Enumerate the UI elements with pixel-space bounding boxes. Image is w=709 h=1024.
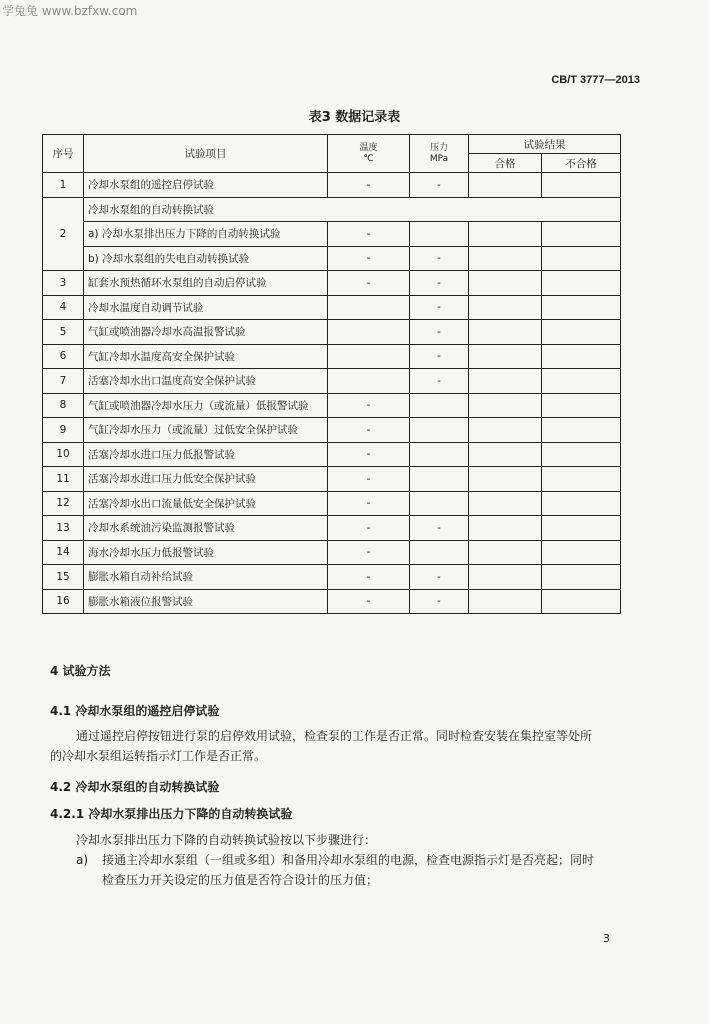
row-temp: - <box>328 222 410 247</box>
row-pressure: - <box>410 516 469 541</box>
table-caption: 表3 数据记录表 <box>308 110 401 125</box>
row-pressure: - <box>410 369 469 394</box>
row-fail <box>542 393 621 418</box>
row-item: 气缸冷却水温度高安全保护试验 <box>84 344 328 369</box>
row-item: a) 冷却水泵排出压力下降的自动转换试验 <box>84 222 328 247</box>
row-pressure: - <box>410 320 469 345</box>
row-pressure <box>410 491 469 516</box>
table-row <box>43 418 621 443</box>
row-temp: - <box>328 442 410 467</box>
row-pressure <box>410 467 469 492</box>
row-fail <box>542 222 621 247</box>
row-pass <box>469 589 542 614</box>
row-pass <box>469 173 542 198</box>
row-fail <box>542 271 621 296</box>
row-no: 8 <box>43 393 84 418</box>
row-pass <box>469 491 542 516</box>
row-pressure <box>410 222 469 247</box>
row-pass <box>469 565 542 590</box>
step-a-line-1: 接通主冷却水泵组（一组或多组）和备用冷却水泵组的电源，检查电源指示灯是否亮起；同时 <box>102 853 595 867</box>
row-fail <box>542 565 621 590</box>
row-item: 膨胀水箱液位报警试验 <box>84 589 328 614</box>
row-no: 3 <box>43 271 84 296</box>
watermark: 学兔兔 www.bzfxw.com <box>2 4 138 18</box>
row-pressure: - <box>410 246 469 271</box>
row-item: 膨胀水箱自动补给试验 <box>84 565 328 590</box>
table-row <box>43 467 621 492</box>
section-4-2-1-heading: 4.2.1 冷却水泵排出压力下降的自动转换试验 <box>50 807 293 821</box>
row-pass <box>469 320 542 345</box>
row-item: 活塞冷却水进口压力低报警试验 <box>84 442 328 467</box>
header-pass: 合格 <box>469 154 542 173</box>
row-item: 缸套水预热循环水泵组的自动启停试验 <box>84 271 328 296</box>
table-row <box>43 320 621 345</box>
row-fail <box>542 540 621 565</box>
row-no: 1 <box>43 173 84 198</box>
section-4-1-line-1: 通过遥控启停按钮进行泵的启停效用试验，检查泵的工作是否正常。同时检查安装在集控室等处所 <box>76 729 593 743</box>
row-pressure <box>410 418 469 443</box>
section-4-heading: 4 试验方法 <box>50 664 111 678</box>
row-no: 15 <box>43 565 84 590</box>
header-pressure <box>410 135 469 173</box>
row-item: 活塞冷却水出口流量低安全保护试验 <box>84 491 328 516</box>
table-row <box>43 565 621 590</box>
row-pass <box>469 393 542 418</box>
row-pressure: - <box>410 295 469 320</box>
data-record-table <box>42 134 621 614</box>
header-temp <box>328 135 410 173</box>
row-item: 气缸冷却水压力（或流量）过低安全保护试验 <box>84 418 328 443</box>
header-temp-unit: ℃ <box>363 153 374 164</box>
row-item: 冷却水系统油污染监测报警试验 <box>84 516 328 541</box>
row-fail <box>542 442 621 467</box>
row-no: 10 <box>43 442 84 467</box>
row-pass <box>469 540 542 565</box>
row-no: 16 <box>43 589 84 614</box>
row-fail <box>542 491 621 516</box>
row-temp: - <box>328 173 410 198</box>
header-item: 试验项目 <box>84 135 328 173</box>
row-pressure: - <box>410 589 469 614</box>
row-no: 5 <box>43 320 84 345</box>
row-pressure: - <box>410 565 469 590</box>
table-row <box>43 344 621 369</box>
header-result: 试验结果 <box>469 135 621 154</box>
row-no: 4 <box>43 295 84 320</box>
table-row <box>43 540 621 565</box>
row-temp: - <box>328 418 410 443</box>
row-temp: - <box>328 393 410 418</box>
row-no: 2 <box>43 197 84 271</box>
row-item: 海水冷却水压力低报警试验 <box>84 540 328 565</box>
row-pressure: - <box>410 173 469 198</box>
row-temp <box>328 344 410 369</box>
table-row <box>43 393 621 418</box>
row-temp: - <box>328 516 410 541</box>
table-row <box>43 295 621 320</box>
row-fail <box>542 173 621 198</box>
row-item: 冷却水泵组的遥控启停试验 <box>84 173 328 198</box>
row-pass <box>469 344 542 369</box>
row-item: 活塞冷却水出口温度高安全保护试验 <box>84 369 328 394</box>
row-pass <box>469 369 542 394</box>
header-temp-label: 温度 <box>359 142 378 153</box>
table-row <box>43 491 621 516</box>
row-temp: - <box>328 540 410 565</box>
row-pressure <box>410 540 469 565</box>
row-item: 活塞冷却水进口压力低安全保护试验 <box>84 467 328 492</box>
section-4-1-heading: 4.1 冷却水泵组的遥控启停试验 <box>50 704 220 718</box>
row-fail <box>542 369 621 394</box>
row-fail <box>542 516 621 541</box>
row-no: 12 <box>43 491 84 516</box>
row-temp: - <box>328 589 410 614</box>
row-fail <box>542 589 621 614</box>
row-fail <box>542 344 621 369</box>
row-fail <box>542 246 621 271</box>
row-item: 气缸或喷油器冷却水高温报警试验 <box>84 320 328 345</box>
row-fail <box>542 295 621 320</box>
row-pass <box>469 246 542 271</box>
row-pressure <box>410 442 469 467</box>
table-row <box>43 442 621 467</box>
row-no: 13 <box>43 516 84 541</box>
row-pass <box>469 271 542 296</box>
row-fail <box>542 320 621 345</box>
row-temp <box>328 320 410 345</box>
row-no: 6 <box>43 344 84 369</box>
row-temp <box>328 295 410 320</box>
table-row <box>43 222 621 247</box>
table-row <box>43 197 621 222</box>
table-row <box>43 246 621 271</box>
row-pass <box>469 295 542 320</box>
row-pass <box>469 516 542 541</box>
row-pass <box>469 467 542 492</box>
header-no: 序号 <box>43 135 84 173</box>
row-temp: - <box>328 565 410 590</box>
row-item: 冷却水温度自动调节试验 <box>84 295 328 320</box>
row-item: 冷却水泵组的自动转换试验 <box>84 197 621 222</box>
row-no: 14 <box>43 540 84 565</box>
row-pass <box>469 418 542 443</box>
header-pressure-unit: MPa <box>429 153 449 164</box>
table-row <box>43 271 621 296</box>
row-no: 9 <box>43 418 84 443</box>
header-pressure-label: 压力 <box>429 142 448 153</box>
step-a-line-2: 检查压力开关设定的压力值是否符合设计的压力值； <box>102 873 379 887</box>
row-fail <box>542 467 621 492</box>
row-pressure: - <box>410 271 469 296</box>
table-row <box>43 589 621 614</box>
standard-number: CB/T 3777—2013 <box>551 74 640 86</box>
row-temp <box>328 369 410 394</box>
row-item: 气缸或喷油器冷却水压力（或流量）低报警试验 <box>84 393 328 418</box>
section-4-1-line-2: 的冷却水泵组运转指示灯工作是否正常。 <box>50 749 267 763</box>
row-no: 11 <box>43 467 84 492</box>
table-row <box>43 369 621 394</box>
row-no: 7 <box>43 369 84 394</box>
row-fail <box>542 418 621 443</box>
row-pressure <box>410 393 469 418</box>
header-fail: 不合格 <box>542 154 621 173</box>
row-pass <box>469 222 542 247</box>
section-4-2-1-intro: 冷却水泵排出压力下降的自动转换试验按以下步骤进行： <box>76 833 377 847</box>
row-temp: - <box>328 467 410 492</box>
row-pressure: - <box>410 344 469 369</box>
row-pass <box>469 442 542 467</box>
table-row <box>43 173 621 198</box>
row-temp: - <box>328 491 410 516</box>
section-4-2-heading: 4.2 冷却水泵组的自动转换试验 <box>50 780 220 794</box>
row-temp: - <box>328 246 410 271</box>
row-item: b) 冷却水泵组的失电自动转换试验 <box>84 246 328 271</box>
table-row <box>43 516 621 541</box>
row-temp: - <box>328 271 410 296</box>
step-a-label: a) <box>76 853 89 867</box>
page-number: 3 <box>603 932 610 945</box>
